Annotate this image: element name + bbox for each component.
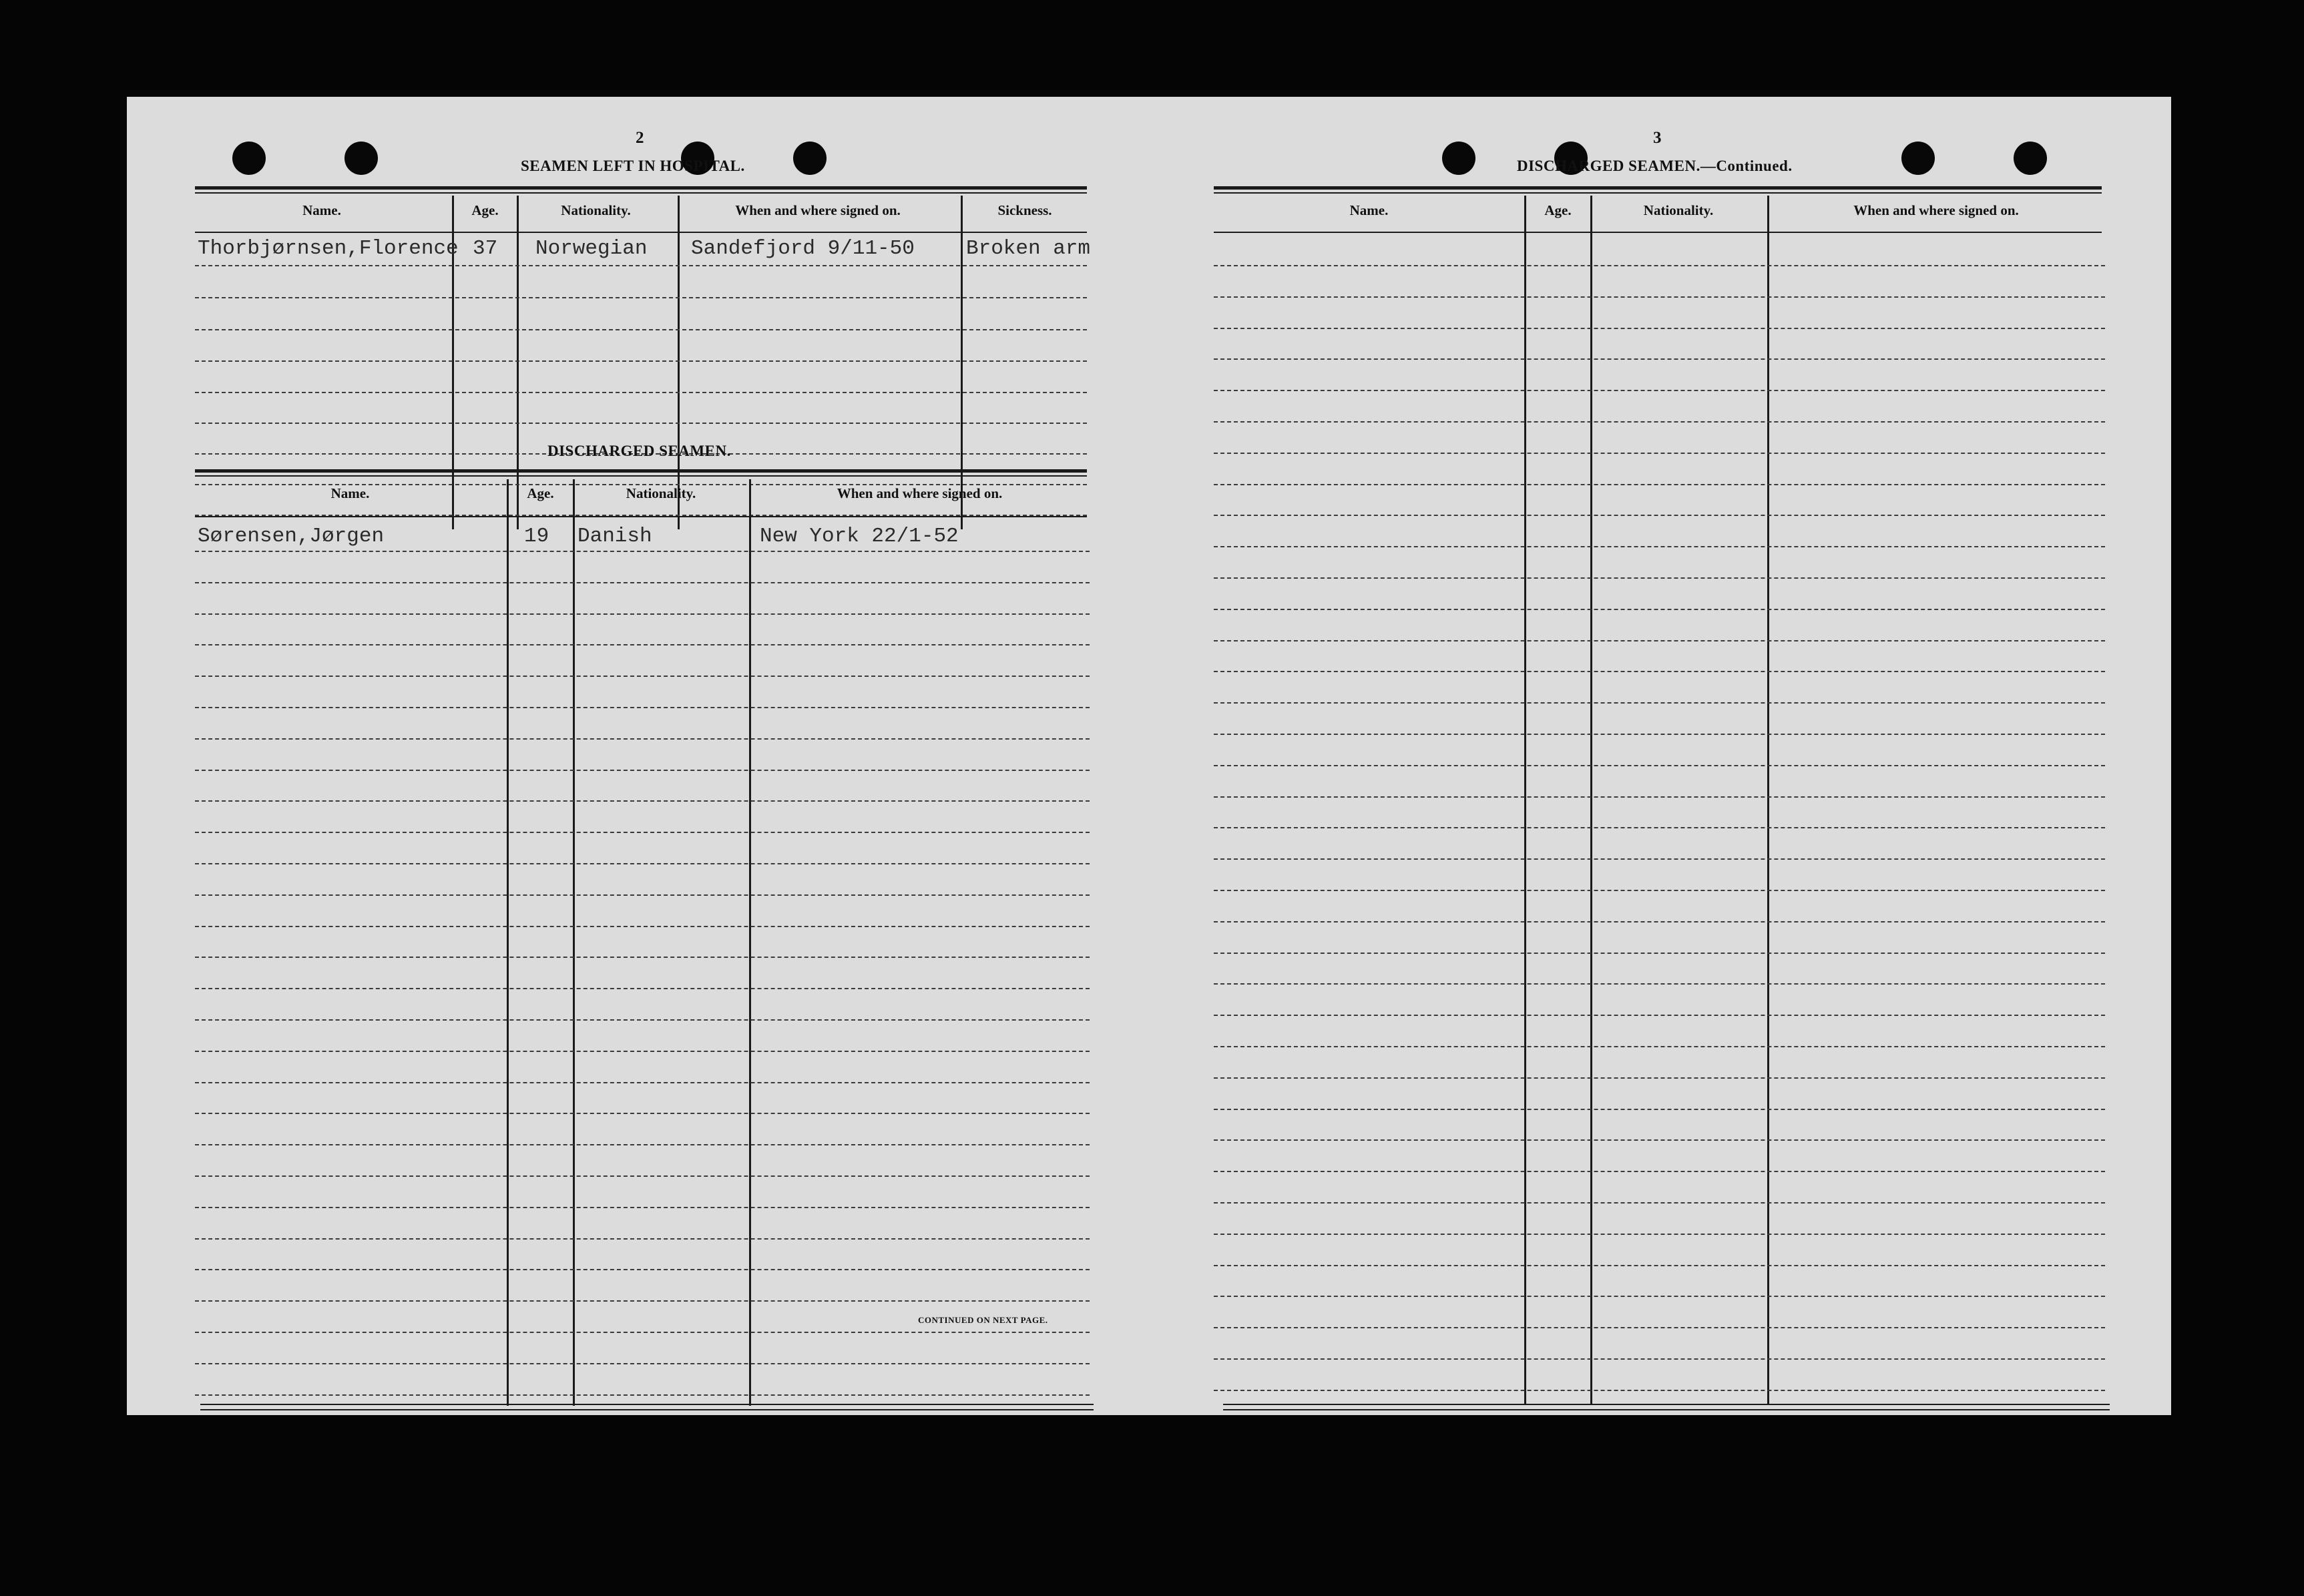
hospital-header-sickness: Sickness. xyxy=(997,202,1052,218)
column-divider xyxy=(1524,196,1526,1404)
rule xyxy=(1223,1409,2110,1410)
rule xyxy=(1214,192,2102,194)
hospital-header-signed-on: When and where signed on. xyxy=(735,202,901,218)
entry-line xyxy=(1214,609,2105,610)
hospital-age-cell: 37 xyxy=(473,237,498,260)
right-header-nationality: Nationality. xyxy=(1643,202,1714,218)
entry-line xyxy=(195,423,1087,424)
hospital-section-title: SEAMEN LEFT IN HOSPITAL. xyxy=(521,158,745,174)
entry-line xyxy=(195,894,1090,896)
entry-line xyxy=(1214,1265,2105,1266)
entry-line xyxy=(195,265,1087,266)
discharged-age-cell: 19 xyxy=(524,525,549,548)
entry-line xyxy=(195,1363,1090,1364)
entry-line xyxy=(1214,1390,2105,1391)
punch-hole xyxy=(232,142,266,175)
entry-line xyxy=(1214,858,2105,860)
entry-line xyxy=(1214,1327,2105,1328)
entry-line xyxy=(195,988,1090,989)
hospital-sickness-cell: Broken arm xyxy=(966,237,1091,260)
entry-line xyxy=(195,392,1087,393)
entry-line xyxy=(195,1332,1090,1333)
entry-line xyxy=(1214,890,2105,891)
left-page-number: 2 xyxy=(636,129,644,147)
entry-line xyxy=(195,676,1090,677)
punch-hole xyxy=(2014,142,2047,175)
entry-line xyxy=(1214,1109,2105,1110)
hospital-nationality-cell: Norwegian xyxy=(535,237,648,260)
hospital-signed-on-cell: Sandefjord 9/11-50 xyxy=(691,237,915,260)
entry-line xyxy=(195,738,1090,740)
entry-line xyxy=(195,1019,1090,1021)
entry-line xyxy=(1214,796,2105,798)
entry-line xyxy=(195,1082,1090,1083)
entry-line xyxy=(195,1113,1090,1114)
right-header-age: Age. xyxy=(1544,202,1572,218)
discharged-name-cell: Sørensen,Jørgen xyxy=(198,525,385,548)
entry-line xyxy=(1214,453,2105,454)
rule xyxy=(195,232,1087,233)
column-divider xyxy=(749,479,751,1406)
rule xyxy=(1223,1404,2110,1405)
entry-line xyxy=(195,1394,1090,1396)
entry-line xyxy=(195,926,1090,927)
entry-line xyxy=(1214,358,2105,360)
entry-line xyxy=(1214,983,2105,985)
punch-hole xyxy=(793,142,827,175)
entry-line xyxy=(195,1269,1090,1270)
discharged-header-nationality: Nationality. xyxy=(626,485,696,501)
punch-hole xyxy=(1442,142,1475,175)
column-divider xyxy=(961,196,963,529)
entry-line xyxy=(1214,265,2105,266)
entry-line xyxy=(195,707,1090,708)
entry-line xyxy=(195,1238,1090,1240)
entry-line xyxy=(195,863,1090,864)
entry-line xyxy=(1214,921,2105,922)
entry-line xyxy=(1214,1139,2105,1141)
discharged-header-signed-on: When and where signed on. xyxy=(837,485,1003,501)
entry-line xyxy=(1214,546,2105,547)
right-page-title: DISCHARGED SEAMEN.—Continued. xyxy=(1517,158,1793,174)
entry-line xyxy=(195,329,1087,330)
entry-line xyxy=(1214,390,2105,391)
discharged-signed-on-cell: New York 22/1-52 xyxy=(760,525,959,548)
discharged-section-title: DISCHARGED SEAMEN. xyxy=(547,443,731,459)
entry-line xyxy=(1214,577,2105,579)
continued-note: CONTINUED ON NEXT PAGE. xyxy=(918,1315,1048,1325)
discharged-header-name: Name. xyxy=(330,485,370,501)
entry-line xyxy=(1214,421,2105,423)
entry-line xyxy=(1214,515,2105,516)
document-sheet xyxy=(127,97,2171,1415)
entry-line xyxy=(1214,640,2105,641)
entry-line xyxy=(195,1144,1090,1145)
column-divider xyxy=(678,196,680,529)
rule xyxy=(1214,232,2102,233)
hospital-header-nationality: Nationality. xyxy=(561,202,631,218)
rule xyxy=(200,1404,1094,1405)
entry-line xyxy=(1214,1046,2105,1047)
rule xyxy=(195,186,1087,190)
hospital-header-name: Name. xyxy=(302,202,341,218)
entry-line xyxy=(1214,1296,2105,1297)
entry-line xyxy=(1214,765,2105,766)
entry-line xyxy=(195,800,1090,802)
entry-line xyxy=(195,551,1090,552)
right-header-signed-on: When and where signed on. xyxy=(1853,202,2019,218)
hospital-name-cell: Thorbjørnsen,Florence xyxy=(198,237,459,260)
rule xyxy=(195,516,1087,517)
rule xyxy=(195,192,1087,194)
entry-line xyxy=(1214,1202,2105,1204)
entry-line xyxy=(1214,953,2105,954)
entry-line xyxy=(1214,296,2105,298)
entry-line xyxy=(1214,1234,2105,1235)
entry-line xyxy=(195,582,1090,583)
rule xyxy=(195,475,1087,477)
entry-line xyxy=(195,957,1090,958)
entry-line xyxy=(1214,702,2105,704)
column-divider xyxy=(507,479,509,1406)
entry-line xyxy=(1214,1171,2105,1172)
entry-line xyxy=(195,360,1087,362)
entry-line xyxy=(1214,734,2105,735)
entry-line xyxy=(195,613,1090,615)
entry-line xyxy=(195,297,1087,298)
entry-line xyxy=(195,832,1090,833)
entry-line xyxy=(1214,484,2105,485)
entry-line xyxy=(195,1300,1090,1302)
column-divider xyxy=(517,196,519,529)
column-divider xyxy=(573,479,575,1406)
entry-line xyxy=(1214,1077,2105,1079)
entry-line xyxy=(1214,827,2105,828)
entry-line xyxy=(1214,1015,2105,1016)
entry-line xyxy=(1214,671,2105,672)
entry-line xyxy=(1214,328,2105,329)
punch-hole xyxy=(344,142,378,175)
entry-line xyxy=(195,1175,1090,1177)
entry-line xyxy=(1214,1358,2105,1360)
discharged-header-age: Age. xyxy=(527,485,554,501)
right-page-number: 3 xyxy=(1653,129,1662,147)
rule xyxy=(1214,186,2102,190)
entry-line xyxy=(195,644,1090,645)
entry-line xyxy=(195,770,1090,771)
right-header-name: Name. xyxy=(1349,202,1389,218)
entry-line xyxy=(195,1051,1090,1052)
discharged-nationality-cell: Danish xyxy=(578,525,652,548)
hospital-header-age: Age. xyxy=(471,202,499,218)
column-divider xyxy=(1767,196,1769,1404)
punch-hole xyxy=(1901,142,1935,175)
rule xyxy=(200,1409,1094,1410)
column-divider xyxy=(1590,196,1592,1404)
entry-line xyxy=(195,1207,1090,1208)
rule xyxy=(195,469,1087,473)
